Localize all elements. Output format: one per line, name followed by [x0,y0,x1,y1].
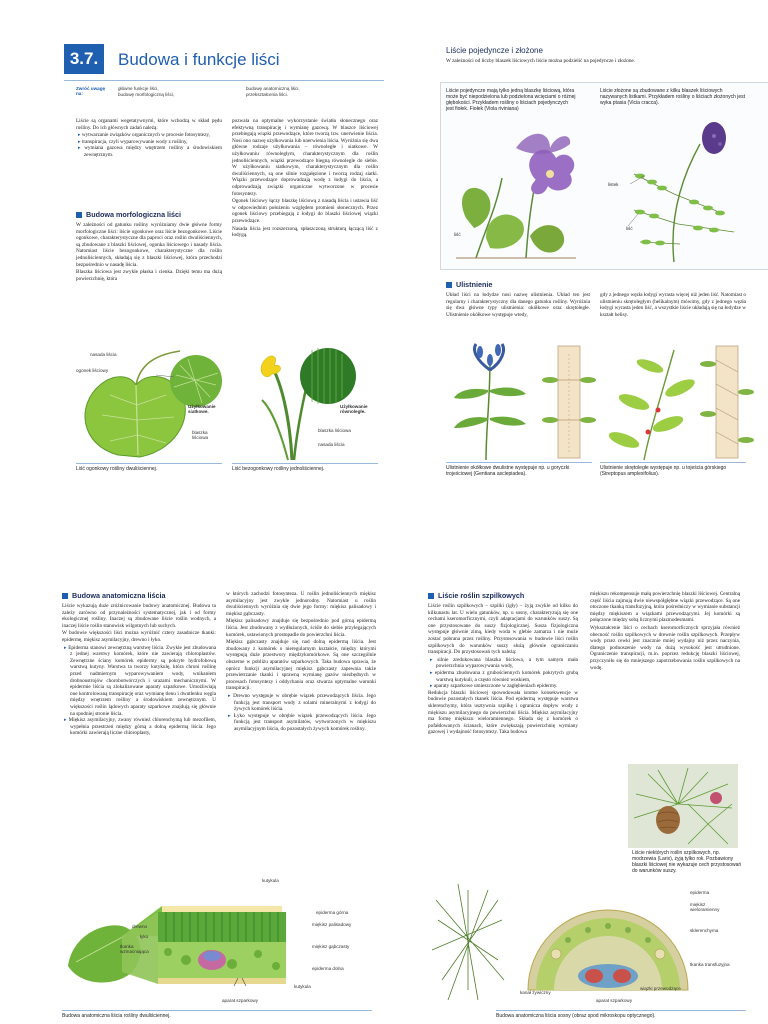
conifer-caption: Budowa anatomiczna liścia sosny (obraz spod mikroskopu optycznego). [496,1013,656,1019]
label-lyko: łyko [140,934,149,939]
label-wieloramienny: miękisz wieloramienny [690,902,720,913]
label-rownolegle: Użyłkowanie równoległe. [340,404,368,415]
arrangement-text: Układ liści na łodydze nosi nazwę ulistnienia. Układ ten jest regularny i charakterystyczny dla danego gatunku rośliny. Wyróżnia się dwa główne typy ulistnienia: okółkowe oraz skrętoległe. Ulistnienie okółkowe występuje wtedy, [446,292,590,318]
label-kutykula: kutykula [262,878,279,883]
caption-rule [496,1010,746,1011]
label-transfuzyjna: tkanka transfuzyjna [690,962,730,967]
label-nasada: nasada liścia [90,352,117,357]
arrangement-text-2: gdy z jednego węzła łodygi wyrasta więcej niż jeden liść. Natomiast o ulistnieniu skrętoległym (helikalnym) mówimy, gdy z jednego węzła łodygi wyrasta jeden liść, a wszystkie liście układają się na łodydze w kształt helisy. [600,292,746,318]
label-kutykula-2: kutykula [294,984,311,989]
label-nasada-2: nasada liścia [318,442,345,447]
alternate-caption: Ulistnienie skrętoległe występuje np. u tojeścia górskiego (Streptopus amplexifolius). [600,465,727,477]
intro-bullet: ▸ transpiracja, czyli wyparowywanie wody z rośliny, [78,138,188,145]
anatomy-col2: w których zachodzi fotosynteza. U roślin jednoliściennych miękisz asymilacyjny jest zwykle jednorodny. Natomiast u roślin dwuliściennych wyróżnia się dwie jego formy: miękisz palisadowy i miękisz gąbczasty. Miękisz palisadowy znajduje się bezpośrednio pod górną epidermą liścia. Jest zbudowany z wydłużonych, ściśle do siebie przylegających komórek, ustawionych prostopadle do powierzchni liścia. Miękisz gąbczasty znajduje się nad dolną epidermą liścia. Jest zbudowany z komórek o nieregularnym kształcie, między którymi występują duże przestwory międzykomórkowe. Są one szczególnie obszerne w pobliżu aparatów szparkowych. Taka budowa sprawia, że oprócz funkcji asymilacyjnej miękisz gąbczasty zapewnia także przewietrzanie tkanki i sprawną wymianę gazów niezbędnych w procesach fotosyntezy i oddychania oraz stwarza optymalne warunki transpiracji. ▸ Drewno występuje w obrębie wiązek przewodzących liścia. Jego funkcją jest transport wody z solami mineralnymi z łodygi do żywych komórek liścia. ▸ Łyko występuje w obrębie wiązek przewodzących liścia. Jego funkcją jest transport asymilatów, wytworzonych w miękiszu asymilacyjnym liścia, do pozostałych żywych komórek rośliny. [226,591,376,732]
intro-col2: pozwala na optymalne wykorzystanie światła słonecznego oraz efektywną transpirację i wymianę gazową. W blaszce liściowej przebiegają wiązki przewodzące, które tworzą tzw. unerwienie liścia. Nosi ono nazwę użyłkowania lub unerwienia liścia. Wyróżnia się dwa główne rodzaje użyłkowania – równoległe i siatkowe. W użyłkowaniu równoległym, charakterystycznym dla roślin jednoliściennych, wiązki przewodzące biegną równolegle do siebie. W użyłkowaniu siatkowym, charakterystycznym dla roślin dwuliściennych, są one silnie rozgałęzione i tworzą rodzaj siatki. Wiązki przewodzące doprowadzają wodę z łodygi do liścia, a odprowadzają związki organiczne wytworzone w procesie fotosyntezy. Ogonek liściowy łączy blaszkę liściową z nasadą liścia i ustawia liść w odpowiednim położeniu względem promieni słonecznych. Przez ogonek liściowy przebiegają z łodygi do blaszki liściowej wiązki przewodzące. Nasada liścia jest rozszerzoną, spłaszczoną strukturą łączącą liść z łodygą. [232,118,378,239]
label-drewno: drewno [132,924,148,929]
conifer-col1: Liście roślin szpilkowych – szpilki (igły) – żyją zwykle od kilku do kilkunastu lat. U wielu gatunków, np. u sosny, charakteryzują się one cechami kseromorficznymi, czyli adaptacjami do warunków suszy. Są one przystosowane do suszy fizjologicznej. Susza fizjologiczna występuje głównie zimą, kiedy woda w glebie zamarza i nie może zostać pobrana przez rośliny. Przystosowania w budowie liści roślin szpilkowych do warunków suszy służą głównie ograniczaniu transpiracji. Do przystosowań tych należą: ▸ silnie zredukowana blaszka liściowa, a tym samym mała powierzchnia wyparowywania wody, ▸ epiderma zbudowana z grubościennych komórek pokrytych grubą warstwą kutykuli, a często również woskiem, ▸ aparaty szparkowe umieszczone w zagłębieniach epidermy. Redukcja blaszki liściowej spowodowała istotne konsekwencje w budowie pozostałych tkanek liścia. Pod epidermą występuje warstwa sklerenchymy, która usztywnia szpilkę i ogranicza dopływ wody z miękiszu asymilacyjnego do powierzchni liścia. Miękisz asymilacyjny ma formę miękiszu wieloramiennego. Składa się z komórek o pofałdowanych ścianach, które zwiększają powierzchnię wymiany gazowej i wydajność fotosyntezy. Taka budowa [428,603,579,736]
caption-rule [76,463,222,464]
conifer-heading: Liście roślin szpilkowych [428,591,524,600]
alternate-plant-illustration [604,340,764,462]
intro-bullet: ▸ wymiana gazowa między wnętrzem rośliny a środowiskiem zewnętrznym. [78,145,222,158]
label-sklerenchyma: sklerenchyma [690,928,719,933]
label-aparat-2: aparat szparkowy [596,998,633,1003]
morph-heading: Budowa morfologiczna liści [76,210,181,219]
single-text: Liście pojedyncze mają tylko jedną blaszkę liściową, która może być niepodzielona lub podzielona wcięciami o różnej głębokości. Przykładem rośliny o liściach pojedynczych jest fiołek. Fiołek (Viola riviniana) [446,88,576,112]
simple-text: W zależności od liczby blaszek liściowych liście można podzielić na pojedyncze i złożone. [446,58,636,64]
label-epiderma-gorna: epiderma górna [316,910,349,915]
larch-caption: Liście niektórych roślin szpilkowych, np. modrzewia (Larix), żyją tylko rok. Pozbawiony blaszki liściowej nie wykazuje cech przystosowań do warunków suszy. [632,850,742,874]
conifer-col2: miękiszu rekompensuje małą powierzchnię blaszki liściowej. Centralną część liścia zajmują dwie niewspółgłębne wiązki przewodzące. Są one otoczone tkanką transfuzyjną, która pośredniczy w wymianie substancji między miękiszem a wiązkami przewodzącymi. Jej komórki są połączone między sobą licznymi plazmodesmami. Wykształcenie liści o cechach kseromorficznych sprzyjała również obecność roślin szpilkowych w drewnie roślin szpilkowych. Przepływ wody przez cewki jest znacznie mniej wydajny niż przez naczynia, dlatego podnoszenie wody na dużą wysokość jest utrudnione. Ograniczenie transpiracji, m.in. poprzez redukcję blaszki liściowej, przyczyniło się do mniejszego zapotrzebowania roślin szpilkowych na wodę. [590,591,740,671]
larch-photo [628,764,738,848]
morph-text: W zależności od gatunku rośliny wyróżniamy dwie główne formy morfologiczne liści: liście ogonkowe oraz liście bezogonkowe. Liście ogonkowe, charakterystyczne dla paproci oraz roślin dwuliściennych, są zbudowane z blaszki liściowej, ogonka liściowego i nasady liścia. Natomiast liście bezogonkowe, charakterystyczne dla roślin jednoliściennych, składają się z blaszki liściowej, która przechodzi bezpośrednio w nasadę liścia. Blaszka liściowa jest zwykle płaska i cienka. Dzięki temu ma dużą powierzchnię, która [76,222,222,282]
caption-rule [600,462,746,463]
title-rule [64,80,384,81]
label-blaszka: blaszka liściowa [192,430,209,441]
pine-needle-cross-section [428,880,748,1004]
label-palisadowy: miękisz palisadowy [312,922,352,927]
fig2-caption: Liść bezogonkowy rośliny jednoliściennej. [232,466,325,472]
caption-rule [62,1010,372,1011]
revise-item: przekształcenia liści. [246,92,288,97]
caption-rule [232,463,378,464]
label-siatkowe: Użyłkowanie siatkowe. [188,404,216,415]
anatomy-heading: Budowa anatomiczna liścia [62,591,165,600]
caption-rule [446,462,592,463]
intro-bullet: ▸ wytwarzanie związków organicznych w procesie fotosyntezy, [78,132,210,139]
revise-item: budowę morfologiczną liści, [118,92,175,97]
intro-col1 [76,118,222,159]
sessile-leaf-illustration [232,340,382,465]
label-lisc: liść [454,232,461,237]
whorled-plant-illustration [446,340,606,462]
violet-illustration [446,118,586,264]
label-aparat: aparat szparkowy [222,998,259,1003]
arrangement-heading: Ulistnienie [446,280,492,289]
label-gabczasty: miękisz gąbczasty [312,944,350,949]
whorled-caption: Ulistnienie okółkowe dwulistne występuje np. u goryczki trojeściowej (Gentiana asclepiadea). [446,465,570,477]
page-title: Budowa i funkcje liści [118,50,280,69]
label-tkanka-wzmacniajaca: tkanka wzmacniająca [120,944,149,955]
intro-text: Liście są organami wegetatywnymi, które wchodzą w skład pędu rośliny. Do ich głównych zadań należą: [76,118,222,131]
anatomy-caption: Budowa anatomiczna liścia rośliny dwuliściennej. [62,1013,171,1019]
revise-item: główne funkcje liści, [118,86,159,91]
label-blaszka-2: blaszka liściowa [318,428,351,433]
label-epiderma-dolna: epiderma dolna [312,966,344,971]
section-number: 3.7. [64,44,104,74]
revise-label: Zwróć uwagę na: [76,86,106,97]
vetch-illustration [604,114,764,264]
simple-heading: Liście pojedyncze i złożone [446,46,543,55]
compound-text: Liście złożone są zbudowane z kilku blaszek liściowych nazywanych listkami. Przykładem rośliny o liściach złożonych jest wyka ptasia (Vicia cracca). [600,88,746,106]
label-listek: listek [608,182,619,187]
fig1-caption: Liść ogonkowy rośliny dwuliściennej. [76,466,158,472]
label-kanal: kanał żywiczny [520,990,551,995]
anatomy-col1: Liście wykazują duże zróżnicowanie budowy anatomicznej. Budowa ta zależy zarówno od przynależności systematycznej, jak i od formy ekologicznej rośliny. Inaczej są zbudowane liście roślin wodnych, a inaczej liście roślin stanowisk wilgotnych lub suchych. W budowie większości liści można wyróżnić cztery zasadnicze tkanki: epidermę, miękisz asymilacyjny, drewno i łyko. ▸ Epiderma stanowi zewnętrzną warstwę liścia. Zwykle jest zbudowana z jednej warstwy komórek, które nie zawierają chloroplastów. Zewnętrzne ściany komórek epidermy są pokryte hydrofobową warstwą kutyny. Warstwa ta tworzy kutykulę, która chroni roślinę przed nadmiernym wyparowywaniem wody, wnikaniem drobnoustrojów chorobotwórczych i urazami mechanicznymi. W epidermie liścia są zlokalizowane aparaty szparkowe. Umożliwiają one kontrolowaną transpirację oraz wymianę tlenu i dwutlenku węgla między wnętrzem rośliny a środowiskiem zewnętrznym. U większości roślin lądowych aparaty szparkowe znajdują się głównie na spodniej stronie liścia. ▸ Miękisz asymilacyjny, zwany również chlorenchymą lub mezofilem, wypełnia przestrzeń między górną a dolną epidermą liścia. Jego komórki zawierają liczne chloroplasty, [62,603,216,737]
label-lisc-2: liść [626,226,633,231]
label-ogonek: ogonek liściowy [76,368,109,373]
leaf-cross-section-illustration [62,876,362,1008]
revise-item: budowę anatomiczną liści, [246,86,300,91]
label-wiazki: wiązki przewodzące [640,986,681,991]
label-epiderma: epiderma [690,890,710,895]
